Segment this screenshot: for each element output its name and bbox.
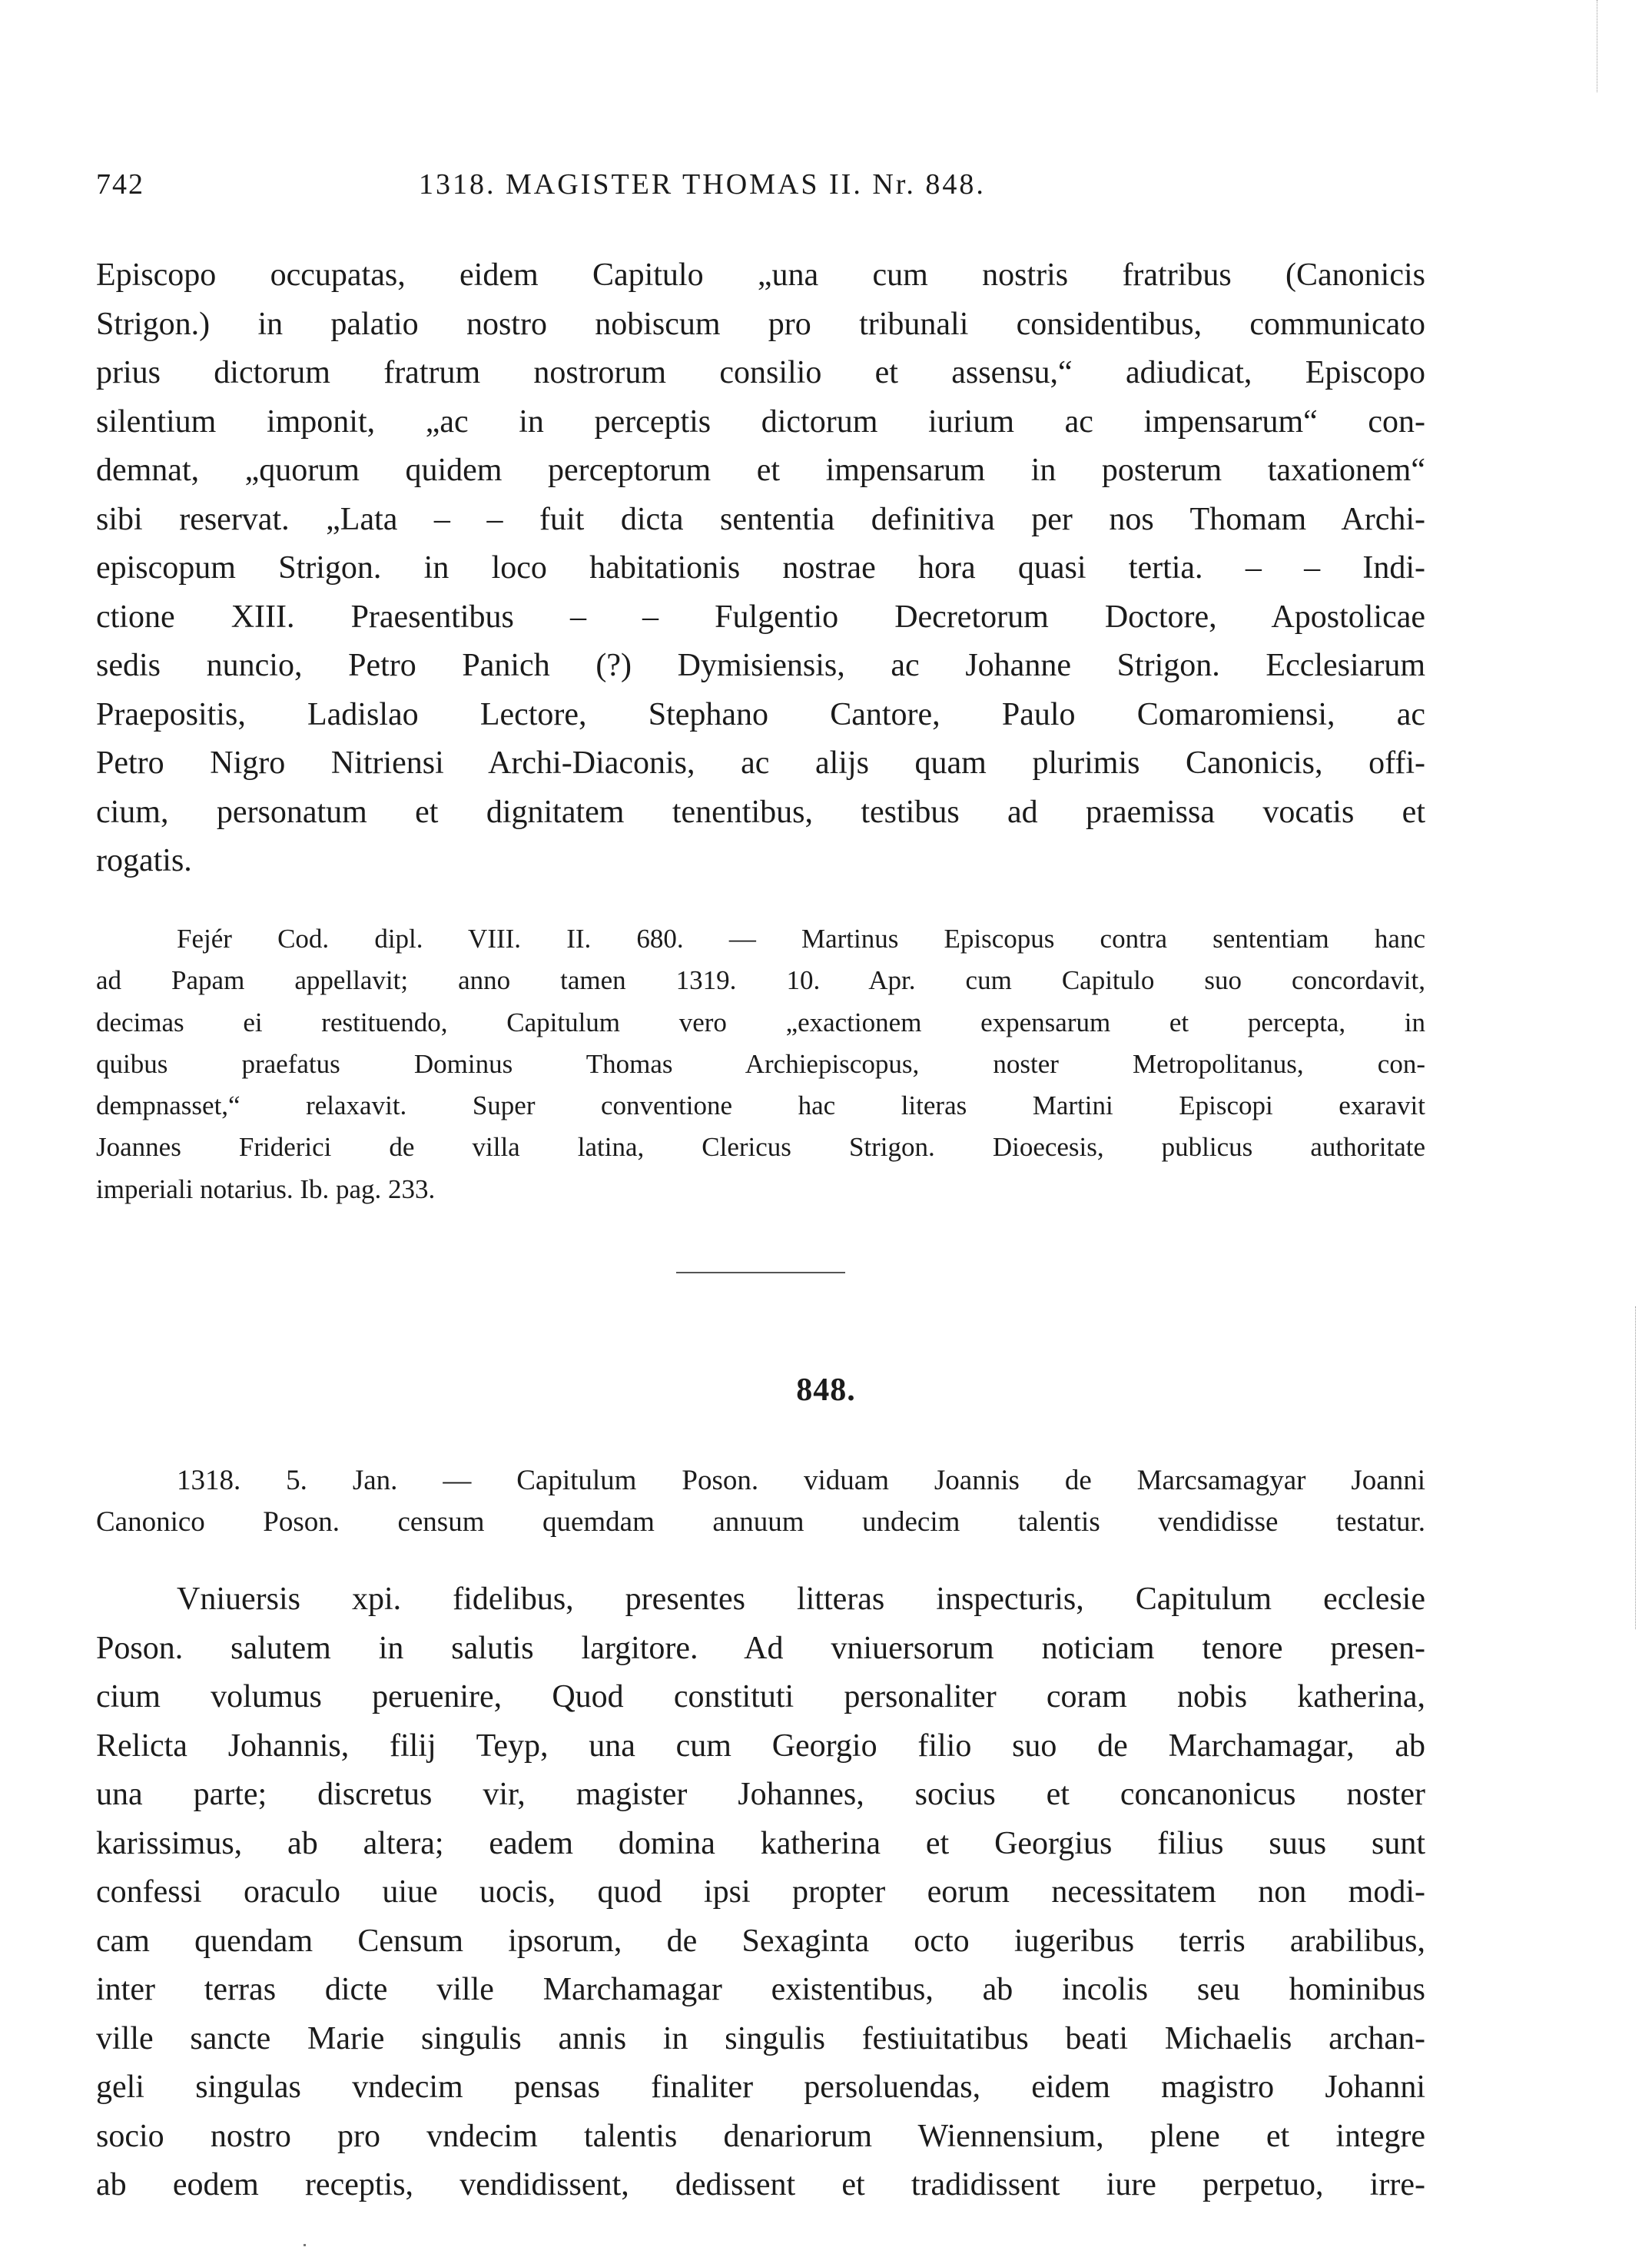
document-number: 848.	[796, 1372, 856, 1408]
note-line: Fejér Cod. dipl. VIII. II. 680. — Martinus Episcopus contra sententiam hanc	[177, 924, 1425, 954]
note-line: decimas ei restituendo, Capitulum vero „exactionem expensarum et percepta, in	[96, 1007, 1425, 1037]
text-line: Petro Nigro Nitriensi Archi-Diaconis, ac alijs quam plurimis Canonicis, offi-	[96, 745, 1425, 781]
text-line: Vniuersis xpi. fidelibus, presentes litteras inspecturis, Capitulum ecclesie	[177, 1582, 1425, 1617]
running-title: 1318. MAGISTER THOMAS II. Nr. 848.	[419, 168, 986, 201]
charter-text	[96, 1575, 1425, 2210]
text-line: silentium imponit, „ac in perceptis dictorum iurium ac impensarum“ con-	[96, 403, 1425, 440]
text-line: una parte; discretus vir, magister Johannes, socius et concanonicus noster	[96, 1777, 1425, 1812]
text-line: sibi reservat. „Lata – – fuit dicta sententia definitiva per nos Thomam Archi-	[96, 501, 1425, 537]
summary-line: 1318. 5. Jan. — Capitulum Poson. viduam Joannis de Marcsamagyar Joanni	[177, 1465, 1425, 1496]
section-separator	[676, 1272, 845, 1273]
page-number: 742	[96, 168, 144, 201]
note-line: dempnasset,“ relaxavit. Super conventione hac literas Martini Episcopi exaravit	[96, 1090, 1425, 1121]
document-summary	[96, 1460, 1425, 1543]
text-line: Relicta Johannis, filij Teyp, una cum Georgio filio suo de Marchamagar, ab	[96, 1728, 1425, 1764]
continuation-paragraph	[96, 251, 1425, 886]
note-line: Joannes Friderici de villa latina, Clericus Strigon. Dioecesis, publicus authoritate	[96, 1132, 1425, 1163]
page-header	[96, 168, 1429, 214]
text-line: sedis nuncio, Petro Panich (?) Dymisiensis, ac Johanne Strigon. Ecclesiarum	[96, 648, 1425, 683]
text-line: Strigon.) in palatio nostro nobiscum pro tribunali considentibus, communicato	[96, 306, 1425, 342]
summary-line: Canonico Poson. censum quemdam annuum undecim talentis vendidisse testatur.	[96, 1506, 1425, 1538]
source-note	[96, 918, 1425, 1210]
text-line: confessi oraculo uiue uocis, quod ipsi propter eorum necessitatem non modi-	[96, 1874, 1425, 1910]
text-line: ville sancte Marie singulis annis in singulis festiuitatibus beati Michaelis archan-	[96, 2020, 1425, 2056]
text-line: Praepositis, Ladislao Lectore, Stephano Cantore, Paulo Comaromiensi, ac	[96, 696, 1425, 732]
note-line: ad Papam appellavit; anno tamen 1319. 10. Apr. cum Capitulo suo concordavit,	[96, 965, 1425, 996]
text-line: cium, personatum et dignitatem tenentibus, testibus ad praemissa vocatis et	[96, 794, 1425, 830]
text-line: demnat, „quorum quidem perceptorum et impensarum in posterum taxationem“	[96, 453, 1425, 488]
text-line: cam quendam Censum ipsorum, de Sexaginta octo iugeribus terris arabilibus,	[96, 1923, 1425, 1959]
scan-speck	[304, 2244, 306, 2246]
text-line: rogatis.	[96, 843, 192, 878]
text-line: socio nostro pro vndecim talentis denariorum Wiennensium, plene et integre	[96, 2118, 1425, 2154]
scan-edge-mark	[1635, 1306, 1636, 1629]
text-line: Episcopo occupatas, eidem Capitulo „una cum nostris fratribus (Canonicis	[96, 257, 1425, 293]
text-line: ctione XIII. Praesentibus – – Fulgentio Decretorum Doctore, Apostolicae	[96, 599, 1425, 635]
text-line: geli singulas vndecim pensas finaliter persoluendas, eidem magistro Johanni	[96, 2070, 1425, 2105]
note-line: quibus praefatus Dominus Thomas Archiepiscopus, noster Metropolitanus, con-	[96, 1048, 1425, 1079]
text-line: inter terras dicte ville Marchamagar existentibus, ab incolis seu hominibus	[96, 1972, 1425, 2007]
text-line: prius dictorum fratrum nostrorum consilio et assensu,“ adiudicat, Episcopo	[96, 355, 1425, 390]
note-line: imperiali notarius. Ib. pag. 233.	[96, 1173, 436, 1204]
text-line: cium volumus peruenire, Quod constituti personaliter coram nobis katherina,	[96, 1679, 1425, 1714]
text-line: karissimus, ab altera; eadem domina katherina et Georgius filius suus sunt	[96, 1825, 1425, 1861]
text-line: Poson. salutem in salutis largitore. Ad vniuersorum noticiam tenore presen-	[96, 1630, 1425, 1666]
text-line: ab eodem receptis, vendidissent, dedissent et tradidissent iure perpetuo, irre-	[96, 2167, 1425, 2202]
text-line: episcopum Strigon. in loco habitationis nostrae hora quasi tertia. – – Indi-	[96, 550, 1425, 586]
